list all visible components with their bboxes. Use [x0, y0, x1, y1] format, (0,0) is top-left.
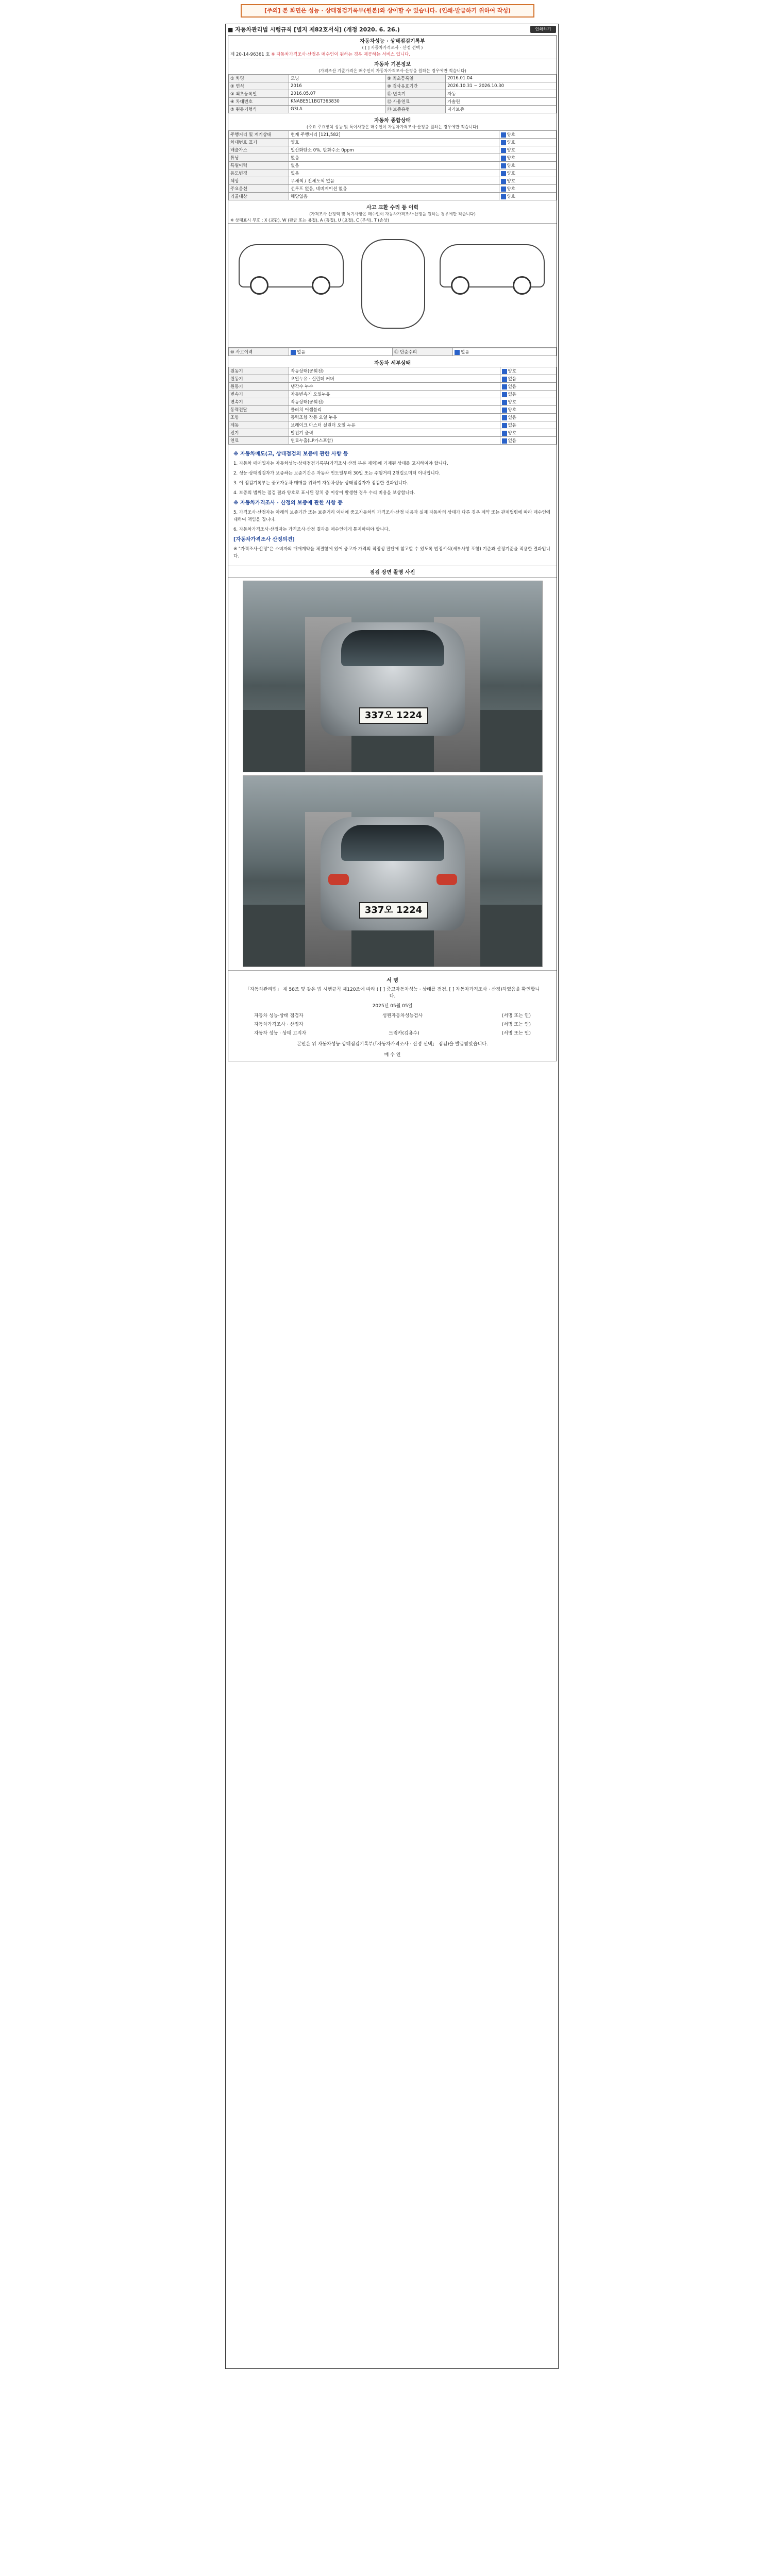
signature-statement: 「자동차관리법」 제 58조 및 같은 법 시행규칙 제120조에 따라 ( [ ] 중고자동차성능 · 상태를 점검, [ ] 자동차가격조사 · 산정)하였음을 확인합니다.: [245, 987, 540, 999]
accident-label: ⑩ 사고이력: [229, 348, 289, 356]
checkbox-icon: [501, 163, 506, 168]
license-plate-front: 337오 1224: [359, 707, 428, 724]
detail-state: [500, 406, 556, 414]
history-state-text: 양호: [507, 140, 516, 145]
form-subtitle: ( [ ] 자동차가격조사 · 산정 선택 ): [362, 45, 423, 50]
detail-row: [229, 367, 557, 375]
checkbox-icon: [501, 179, 506, 184]
history-value: 선루프 없음, 네비게이션 없음: [289, 185, 499, 193]
basic-info-label: ② 연식: [229, 82, 289, 90]
detail-item: 연료누출(LP가스포함): [289, 437, 500, 445]
history-head: 자동차 종합상태: [374, 118, 411, 124]
basic-info-label: ④ 차대번호: [229, 98, 289, 106]
basic-info-row: [229, 90, 557, 98]
history-row: [229, 139, 557, 146]
basic-info-head: 자동차 기본정보: [228, 59, 557, 68]
history-row: [229, 185, 557, 193]
detail-state-text: 없음: [508, 392, 517, 397]
checkbox-icon: [502, 438, 507, 444]
accident-sub: (가격조사 산정액 및 특기사항은 매수인이 자동차가격조사·산정을 원하는 경우에만 적습니다): [309, 212, 476, 216]
history-row: [229, 146, 557, 154]
accident-value: 없음: [297, 350, 306, 355]
signature-row: [254, 1021, 531, 1027]
detail-row: [229, 406, 557, 414]
accident-head: 사고 교환 수리 등 이력: [366, 205, 418, 211]
checkbox-icon: [291, 350, 296, 355]
detail-row: [229, 437, 557, 445]
note-paragraph: 5. 가격조사·산정자는 아래의 보증기간 또는 보증거리 이내에 중고자동차의 가격조사·산정 내용과 실제 자동차의 상태가 다른 경우 계약 또는 관계법령에 따라 매수인에 대하여 책임을 집니다.: [233, 510, 550, 522]
detail-item: 발전기 출력: [289, 429, 500, 437]
basic-info-label: ③ 최초등록일: [229, 90, 289, 98]
accident-legend: ※ 상태표시 부호 : X (교환), W (판금 또는 용접), A (흠집), U (요철), C (부식), T (손상): [230, 218, 390, 223]
checkbox-icon: [502, 400, 507, 405]
detail-group: 변속기: [229, 391, 289, 398]
note-paragraph: 2. 성능·상태점검자가 보증하는 보증기간은 자동차 인도일부터 30일 또는 주행거리 2천킬로미터 이내입니다.: [233, 471, 441, 476]
basic-info-value: 모닝: [289, 75, 385, 82]
wheel-icon: [451, 276, 469, 295]
detail-table: [228, 367, 557, 445]
detail-state: [500, 391, 556, 398]
detail-state-text: 없음: [508, 415, 517, 420]
detail-state-text: 양호: [508, 369, 517, 374]
note-paragraph: 4. 보증의 범위는 점검 결과 양호로 표시된 장치 중 이상이 발생한 경우 수리 비용을 보상합니다.: [233, 490, 415, 496]
car-diagram: [228, 223, 557, 348]
history-state-text: 양호: [507, 171, 516, 176]
history-label: 주행거리 및 계기상태: [229, 131, 289, 139]
basic-info-value: 2016: [289, 82, 385, 90]
detail-state: [500, 421, 556, 429]
print-button[interactable]: 인쇄하기: [530, 26, 556, 33]
car-left-side: [239, 244, 344, 287]
history-state-text: 양호: [507, 194, 516, 199]
detail-item: 동력조향 작동 오일 누유: [289, 414, 500, 421]
detail-item: 브레이크 마스터 실린더 오일 누유: [289, 421, 500, 429]
history-value: 없음: [289, 170, 499, 177]
signature-section: [228, 970, 557, 1061]
car-right-side: [440, 244, 545, 287]
history-state: [499, 139, 556, 146]
detail-group: 연료: [229, 437, 289, 445]
detail-row: [229, 398, 557, 406]
history-sub: (주요 주요장치 성능 및 특이사항은 매수인이 자동차가격조사·산정을 원하는 경우에만 적습니다): [306, 125, 479, 129]
history-label: 튜닝: [229, 154, 289, 162]
basic-info-label: ⑪ 변속기: [385, 90, 446, 98]
repair-label: ⑪ 단순수리: [393, 348, 453, 356]
detail-item: 냉각수 누수: [289, 383, 500, 391]
checkbox-icon: [502, 408, 507, 413]
opinion-text: ※ "가격조사·산정"은 소비자의 매매계약을 체결함에 있어 중고자 가격의 적정성 판단에 참고할 수 있도록 법정서식(세부사항 포함) 기준과 산정기준을 적용한 결과입니다.: [233, 547, 550, 559]
basic-info-label: ⑤ 원동기형식: [229, 106, 289, 113]
signature-name: 성원자동차성능검사: [382, 1013, 423, 1019]
detail-state: [500, 367, 556, 375]
basic-info-table: [228, 74, 557, 113]
form-number: 제 20-14-96361 호: [230, 52, 270, 57]
recipient-label: 매 수 인: [384, 1053, 401, 1058]
checkbox-icon: [501, 140, 506, 145]
detail-group: 원동기: [229, 383, 289, 391]
checkbox-icon: [501, 187, 506, 192]
basic-info-row: [229, 75, 557, 82]
car-top-view: [361, 239, 425, 329]
form-reference: ■ 자동차관리법 시행규칙 [별지 제82호서식] (개정 2020. 6. 26.): [228, 26, 400, 33]
detail-group: 조향: [229, 414, 289, 421]
inspection-document: [225, 24, 559, 2369]
history-value: 해당없음: [289, 193, 499, 200]
history-label: 배출가스: [229, 146, 289, 154]
basic-info-value: 자가보증: [446, 106, 557, 113]
wheel-icon: [513, 276, 531, 295]
history-label: 특별이력: [229, 162, 289, 170]
notes-section2-title: ※ 자동차가격조사 · 산정의 보증에 관한 사항 등: [233, 500, 343, 506]
basic-info-value: 2016.01.04: [446, 75, 557, 82]
history-row: [229, 154, 557, 162]
checkbox-icon: [502, 415, 507, 420]
history-value: 무채색 / 전체도색 없음: [289, 177, 499, 185]
history-state: [499, 131, 556, 139]
opinion-title: [자동차가격조사 산정의견]: [233, 537, 295, 543]
note-paragraph: 1. 자동차 매매업자는 자동차성능·상태점검기록부(가격조사·산정 부분 제외)에 기재된 상태를 고지하여야 합니다.: [233, 461, 448, 466]
checkbox-icon: [501, 156, 506, 161]
checkbox-icon: [455, 350, 460, 355]
checkbox-icon: [501, 148, 506, 153]
detail-item: 오일누유 · 실린더 커버: [289, 375, 500, 383]
basic-info-label: ⑨ 최초등록일: [385, 75, 446, 82]
signature-date: 2025년 05월 05일: [372, 1004, 413, 1009]
history-row: [229, 193, 557, 200]
detail-group: 원동기: [229, 375, 289, 383]
repair-value: 없음: [461, 350, 469, 355]
history-row: [229, 177, 557, 185]
detail-item: 작동상태(공회전): [289, 367, 500, 375]
checkbox-icon: [502, 392, 507, 397]
checkbox-icon: [501, 194, 506, 199]
detail-state: [500, 429, 556, 437]
history-state: [499, 177, 556, 185]
inspection-photo-front: [243, 581, 543, 772]
signature-mark: (서명 또는 인): [501, 1022, 531, 1027]
form-title: 자동차성능 · 상태점검기록부: [360, 39, 425, 44]
basic-info-value: 가솔린: [446, 98, 557, 106]
checkbox-icon: [502, 369, 507, 374]
history-value: 일산화탄소 0%, 탄화수소 0ppm: [289, 146, 499, 154]
detail-head: 자동차 세부상태: [374, 361, 411, 366]
history-label: 주요옵션: [229, 185, 289, 193]
detail-item: 자동변속기 오일누유: [289, 391, 500, 398]
basic-info-label: ⑩ 검사유효기간: [385, 82, 446, 90]
wheel-icon: [250, 276, 268, 295]
signature-mark: (서명 또는 인): [501, 1013, 531, 1019]
checkbox-icon: [501, 171, 506, 176]
detail-state-text: 없음: [508, 438, 517, 444]
history-value: 현재 주행거리 [121,582]: [289, 131, 499, 139]
basic-info-value: G3LA: [289, 106, 385, 113]
detail-state: [500, 398, 556, 406]
detail-state-text: 없음: [508, 423, 517, 428]
basic-info-value: 2016.05.07: [289, 90, 385, 98]
notes-section: [228, 445, 557, 566]
history-row: [229, 131, 557, 139]
checkbox-icon: [502, 377, 507, 382]
photos-head: 점검 장면 촬영 사진: [228, 566, 557, 578]
signature-role: 자동차 성능 · 상태 고지자: [254, 1031, 307, 1036]
basic-info-row: [229, 98, 557, 106]
detail-item: 작동상태(공회전): [289, 398, 500, 406]
inspection-sheet: [228, 36, 557, 1061]
detail-state: [500, 414, 556, 421]
detail-item: 클러치 어셈블리: [289, 406, 500, 414]
checkbox-icon: [502, 423, 507, 428]
detail-group: 원동기: [229, 367, 289, 375]
history-value: 없음: [289, 162, 499, 170]
history-label: 용도변경: [229, 170, 289, 177]
inspection-photo-rear: [243, 775, 543, 967]
history-state: [499, 162, 556, 170]
detail-state: [500, 383, 556, 391]
detail-row: [229, 375, 557, 383]
detail-state: [500, 375, 556, 383]
basic-info-label: ⑫ 사용연료: [385, 98, 446, 106]
notes-section1-title: ※ 자동차매도(고, 상태점검의 보증에 관한 사항 등: [233, 451, 348, 457]
form-number-row: [228, 51, 557, 57]
detail-group: 변속기: [229, 398, 289, 406]
detail-group: 동력전달: [229, 406, 289, 414]
basic-info-value: KNABE511BGT363830: [289, 98, 385, 106]
basic-info-label: ① 차명: [229, 75, 289, 82]
history-state: [499, 193, 556, 200]
basic-info-row: [229, 82, 557, 90]
signature-row: [254, 1029, 531, 1036]
basic-info-label: ⑬ 보증유형: [385, 106, 446, 113]
history-label: 색상: [229, 177, 289, 185]
history-value: 양호: [289, 139, 499, 146]
wheel-icon: [312, 276, 330, 295]
history-state: [499, 146, 556, 154]
basic-info-row: [229, 106, 557, 113]
detail-state-text: 양호: [508, 431, 517, 436]
detail-row: [229, 391, 557, 398]
checkbox-icon: [501, 132, 506, 138]
signature-row: [254, 1012, 531, 1019]
history-label: 리콜대상: [229, 193, 289, 200]
history-state: [499, 154, 556, 162]
detail-state-text: 없음: [508, 384, 517, 389]
signature-name: 드림카(김용수): [389, 1031, 419, 1036]
signature-role: 자동차가격조사 · 산정자: [254, 1022, 304, 1027]
history-row: [229, 170, 557, 177]
detail-row: [229, 429, 557, 437]
history-state-text: 양호: [507, 163, 516, 168]
history-state-text: 양호: [507, 187, 516, 192]
signature-mark: (서명 또는 인): [501, 1031, 531, 1036]
basic-info-value: 2026.10.31 ~ 2026.10.30: [446, 82, 557, 90]
signature-head: 서 명: [386, 978, 398, 984]
history-value: 없음: [289, 154, 499, 162]
detail-row: [229, 414, 557, 421]
history-label: 차대번호 표기: [229, 139, 289, 146]
history-state-text: 양호: [507, 156, 516, 161]
history-state: [499, 170, 556, 177]
accident-table: [228, 348, 557, 356]
history-state-text: 양호: [507, 148, 516, 153]
note-paragraph: 6. 자동차가격조사·산정자는 가격조사·산정 결과를 매수인에게 통지하여야 합니다.: [233, 527, 390, 532]
detail-group: 제동: [229, 421, 289, 429]
warning-banner: [주의] 본 화면은 성능 · 상태점검기록부(원본)와 상이할 수 있습니다. (인쇄·발급하기 위하여 작성): [241, 4, 534, 18]
note-paragraph: 3. 이 점검기록부는 중고자동차 매매를 위하여 자동차성능·상태점검자가 점검한 결과입니다.: [233, 481, 408, 486]
basic-info-value: 자동: [446, 90, 557, 98]
history-row: [229, 162, 557, 170]
license-plate-rear: 337오 1224: [359, 902, 428, 919]
checkbox-icon: [502, 384, 507, 389]
detail-row: [229, 421, 557, 429]
history-state-text: 양호: [507, 132, 516, 138]
signature-footer: 본인은 위 자동차성능·상태점검기록부(「자동차가격조사 · 산정 선택」 점검)을 발급받았습니다.: [297, 1042, 488, 1047]
detail-state-text: 없음: [508, 377, 517, 382]
history-table: [228, 130, 557, 200]
history-state-text: 양호: [507, 179, 516, 184]
signature-role: 자동차 성능·상태 점검자: [254, 1013, 304, 1019]
detail-group: 전기: [229, 429, 289, 437]
detail-state: [500, 437, 556, 445]
detail-state-text: 양호: [508, 408, 517, 413]
detail-row: [229, 383, 557, 391]
checkbox-icon: [502, 431, 507, 436]
detail-state-text: 양호: [508, 400, 517, 405]
history-state: [499, 185, 556, 193]
form-notice: ※ 자동차가격조사·산정은 매수인이 원하는 경우 제공하는 서비스 입니다.: [271, 52, 410, 57]
basic-info-sub: (가격조산 기준가격은 매수인이 자동차가격조사·산정을 원하는 경우에만 적습니다): [318, 69, 466, 73]
